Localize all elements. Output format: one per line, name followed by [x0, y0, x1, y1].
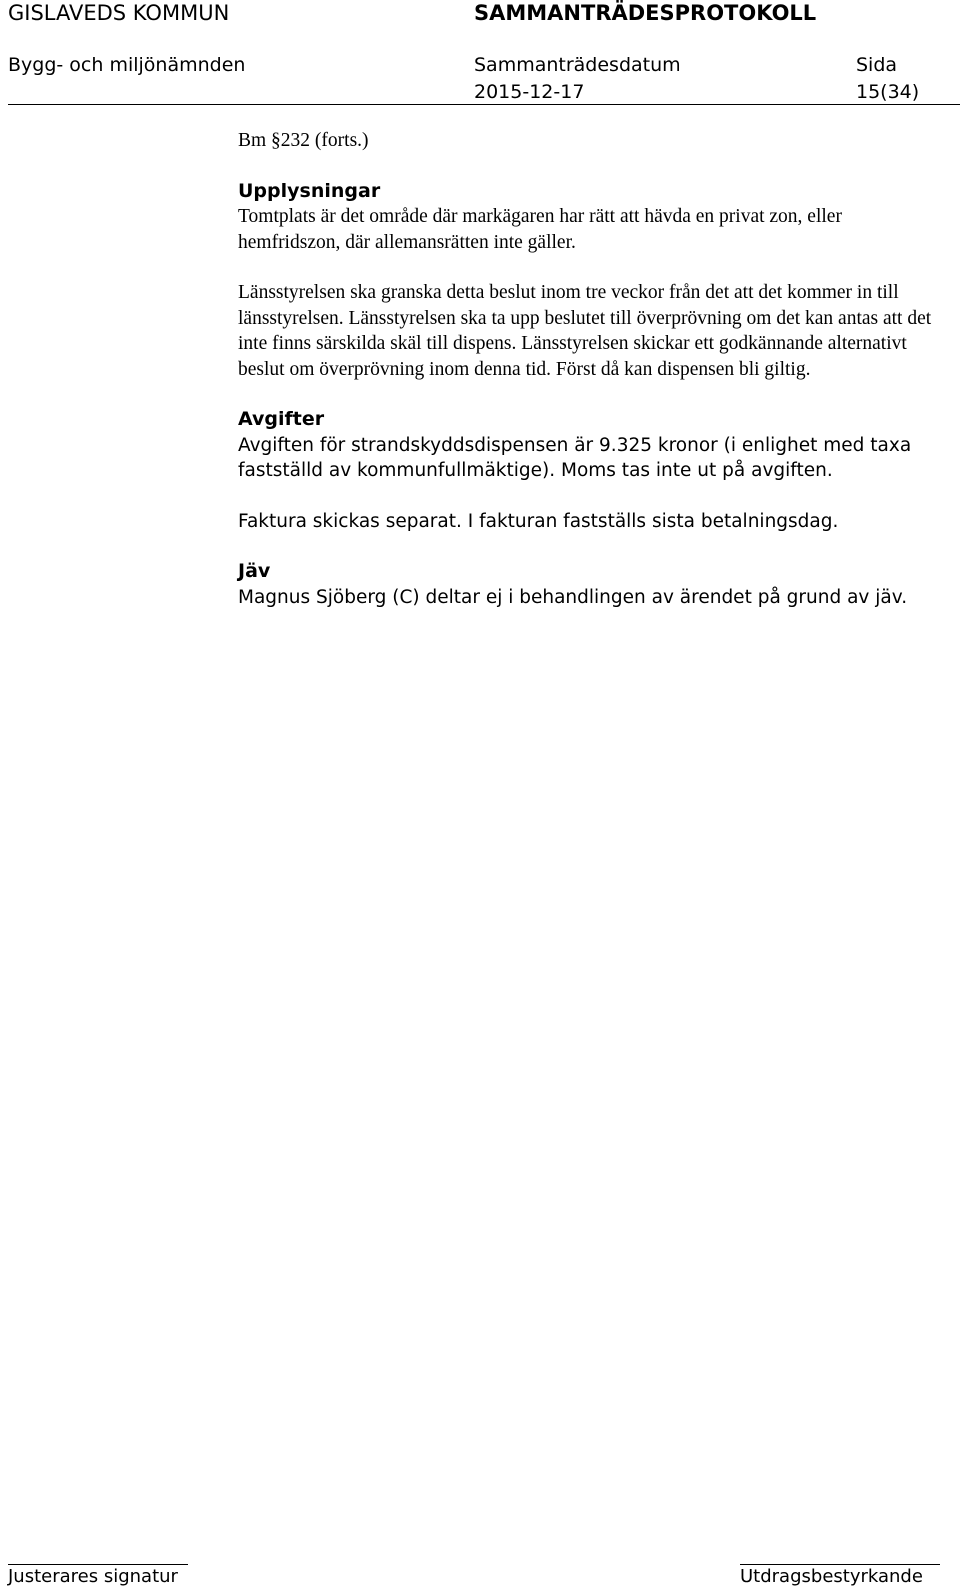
section-paragraph: Tomtplats är det område där markägaren har rätt att hävda en privat zon, eller hemfridszon, där allemansrätten inte gäller. — [238, 206, 842, 253]
document-type: SAMMANTRÄDESPROTOKOLL — [474, 1, 817, 25]
paragraph-lead: Länsstyrelsen ska granska detta beslut inom tre veckor från det att det kommer in till länsstyrelsen. Länsstyrelsen ska ta upp beslutet till överprövning om det kan antas att det inte finns särskilda skäl till dispens. Länsstyrelsen skickar ett godkännande alternativt beslut om överprövning inom denna tid. Först då kan dispensen bli giltig. — [238, 282, 932, 380]
page-label: Sida — [856, 54, 898, 76]
section-title-avgifter: Avgifter — [238, 408, 325, 430]
page-number: 15(34) — [856, 81, 920, 103]
meeting-date-label: Sammanträdesdatum — [474, 54, 681, 76]
paragraph-reference: Bm §232 (forts.) — [238, 130, 369, 151]
page-header — [0, 0, 960, 106]
section-paragraph: Magnus Sjöberg (C) deltar ej i behandlingen av ärendet på grund av jäv. — [238, 586, 908, 608]
organization-name: GISLAVEDS KOMMUN — [8, 1, 230, 25]
section-paragraph — [238, 280, 948, 382]
board-name: Bygg- och miljönämnden — [8, 54, 246, 76]
signature-label: Justerares signatur — [8, 1566, 178, 1587]
section-title-jav: Jäv — [238, 560, 271, 582]
header-divider — [8, 104, 960, 105]
section-paragraph: Avgiften för strandskyddsdispensen är 9.325 kronor (i enlighet med taxa fastställd av kommunfullmäktige). Moms tas inte ut på avgiften. — [238, 434, 912, 481]
certification-label: Utdragsbestyrkande — [740, 1566, 923, 1587]
section-paragraph: Faktura skickas separat. I fakturan fastställs sista betalningsdag. — [238, 510, 839, 532]
document-body — [238, 128, 948, 610]
meeting-date: 2015-12-17 — [474, 81, 585, 103]
section-title-upplysningar: Upplysningar — [238, 179, 381, 202]
